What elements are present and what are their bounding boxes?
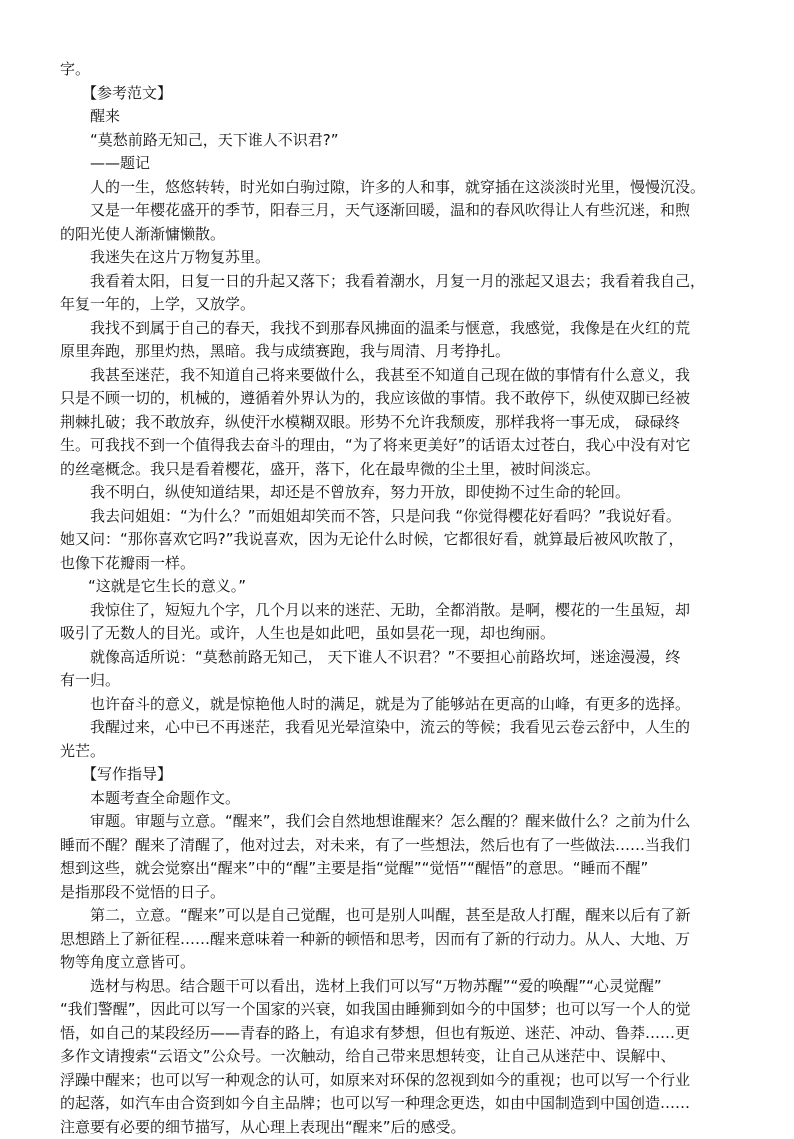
text-line: 醒来	[60, 105, 736, 129]
text-line: 多作文请搜索“云语文”公众号。一次触动，给自己带来思想转变，让自己从迷茫中、误解中、	[60, 1045, 736, 1069]
text-line: 思想踏上了新征程……醒来意味着一种新的顿悟和思考，因而有了新的行动力。从人、大地、万	[60, 928, 736, 952]
text-line: 的丝毫概念。我只是看着樱花，盛开，落下，化在最卑微的尘土里，被时间淡忘。	[60, 458, 736, 482]
text-line: 的起落，如汽车由合资到如今自主品牌；也可以写一种理念更迭，如由中国制造到中国创造……	[60, 1092, 736, 1116]
text-line: “我们警醒”，因此可以写一个国家的兴衰，如我国由睡狮到如今的中国梦；也可以写一个人的觉	[60, 998, 736, 1022]
document-page	[60, 58, 736, 1139]
text-line: 年复一年的，上学，又放学。	[60, 293, 736, 317]
text-line: 我去问姐姐：“为什么？”而姐姐却笑而不答，只是问我 “你觉得樱花好看吗？”我说好看。	[60, 505, 736, 529]
text-line: 是指那段不觉悟的日子。	[60, 881, 736, 905]
text-line: 注意要有必要的细节描写，从心理上表现出“醒来”后的感受。	[60, 1116, 736, 1139]
text-line: ——题记	[60, 152, 736, 176]
text-line: 选材与构思。结合题干可以看出，选材上我们可以写“万物苏醒”“爱的唤醒”“心灵觉醒”	[60, 975, 736, 999]
text-line: 就像高适所说：“莫愁前路无知己， 天下谁人不识君？”不要担心前路坎坷，迷途漫漫，终	[60, 646, 736, 670]
text-line: 我惊住了，短短九个字，几个月以来的迷茫、无助，全都消散。是啊，樱花的一生虽短，却	[60, 599, 736, 623]
text-line: 荆棘扎破；我不敢放弃，纵使汗水模糊双眼。形势不允许我颓废，那样我将一事无成， 碌碌终	[60, 411, 736, 435]
text-line: 我迷失在这片万物复苏里。	[60, 246, 736, 270]
text-line: 字。	[60, 58, 736, 82]
text-line: 本题考查全命题作文。	[60, 787, 736, 811]
text-line: 光芒。	[60, 740, 736, 764]
text-line: 也像下花瓣雨一样。	[60, 552, 736, 576]
text-line: 只是不顾一切的，机械的，遵循着外界认为的，我应该做的事情。我不敢停下，纵使双脚已经被	[60, 387, 736, 411]
text-line: 人的一生，悠悠转转，时光如白驹过隙，许多的人和事，就穿插在这淡淡时光里，慢慢沉没。	[60, 176, 736, 200]
text-line: 我不明白，纵使知道结果，却还是不曾放弃，努力开放，即使拗不过生命的轮回。	[60, 481, 736, 505]
text-line: 第二，立意。“醒来”可以是自己觉醒，也可是别人叫醒，甚至是敌人打醒，醒来以后有了新	[60, 904, 736, 928]
text-line: 我找不到属于自己的春天，我找不到那春风拂面的温柔与惬意，我感觉，我像是在火红的荒	[60, 317, 736, 341]
text-line: 她又问：“那你喜欢它吗?”我说喜欢，因为无论什么时候，它都很好看，就算最后被风吹散了，	[60, 528, 736, 552]
section-heading: 【参考范文】	[60, 82, 736, 106]
text-line: 吸引了无数人的目光。或许，人生也是如此吧，虽如昙花一现，却也绚丽。	[60, 622, 736, 646]
text-line: 我醒过来，心中已不再迷茫，我看见光晕渲染中，流云的等候；我看见云卷云舒中，人生的	[60, 716, 736, 740]
text-line: 想到这些，就会觉察出“醒来”中的“醒”主要是指“觉醒”“觉悟”“醒悟”的意思。“睡而不醒”	[60, 857, 736, 881]
text-line: 的阳光使人渐渐慵懒散。	[60, 223, 736, 247]
text-line: 有一归。	[60, 669, 736, 693]
text-line: 原里奔跑，那里灼热，黑暗。我与成绩赛跑，我与周清、月考挣扎。	[60, 340, 736, 364]
text-line: 我看着太阳，日复一日的升起又落下；我看着潮水，月复一月的涨起又退去；我看着我自己，	[60, 270, 736, 294]
text-line: 审题。审题与立意。“醒来”，我们会自然地想谁醒来？怎么醒的？醒来做什么？之前为什么	[60, 810, 736, 834]
text-line: 我甚至迷茫，我不知道自己将来要做什么，我甚至不知道自己现在做的事情有什么意义，我	[60, 364, 736, 388]
text-line: 浮躁中醒来；也可以写一种观念的认可，如原来对环保的忽视到如今的重视；也可以写一个行业	[60, 1069, 736, 1093]
text-line: 悟，如自己的某段经历——青春的路上，有追求有梦想，但也有叛逆、迷茫、冲动、鲁莽……更	[60, 1022, 736, 1046]
text-line: 睡而不醒？醒来了清醒了，他对过去，对未来，有了一些想法，然后也有了一些做法……当我们	[60, 834, 736, 858]
text-line: 又是一年樱花盛开的季节，阳春三月，天气逐渐回暖，温和的春风吹得让人有些沉迷，和煦	[60, 199, 736, 223]
text-line: 也许奋斗的意义，就是惊艳他人时的满足，就是为了能够站在更高的山峰，有更多的选择。	[60, 693, 736, 717]
text-line: “这就是它生长的意义。”	[60, 575, 736, 599]
section-heading: 【写作指导】	[60, 763, 736, 787]
text-line: “莫愁前路无知己，天下谁人不识君?”	[60, 129, 736, 153]
text-line: 生。可我找不到一个值得我去奋斗的理由，“为了将来更美好”的话语太过苍白，我心中没有对它	[60, 434, 736, 458]
text-line: 物等角度立意皆可。	[60, 951, 736, 975]
